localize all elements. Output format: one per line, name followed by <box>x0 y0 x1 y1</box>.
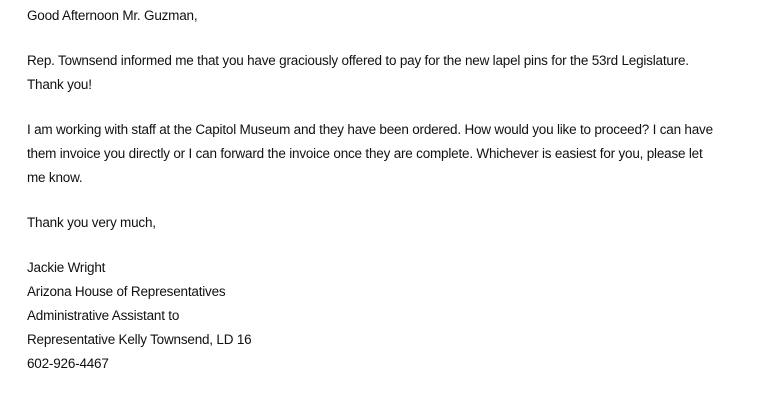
closing: Thank you very much, <box>27 215 156 230</box>
spacer <box>27 28 762 49</box>
paragraph-2-line-1: I am working with staff at the Capitol Museum and they have been ordered. How would you like to proceed? I can have <box>27 122 713 137</box>
signature-title: Administrative Assistant to <box>27 308 180 323</box>
paragraph-2-line-3: me know. <box>27 170 83 185</box>
spacer <box>27 97 762 118</box>
signature-name: Jackie Wright <box>27 260 106 275</box>
paragraph-1-line-1: Rep. Townsend informed me that you have graciously offered to pay for the new lapel pins for the 53rd Legislature. <box>27 53 689 68</box>
email-body <box>27 0 762 376</box>
signature-representative: Representative Kelly Townsend, LD 16 <box>27 332 252 347</box>
spacer <box>27 190 762 211</box>
signature-phone: 602-926-4467 <box>27 356 109 371</box>
signature-organization: Arizona House of Representatives <box>27 284 226 299</box>
greeting: Good Afternoon Mr. Guzman, <box>27 8 198 23</box>
paragraph-2-line-2: them invoice you directly or I can forward the invoice once they are complete. Whichever is easiest for you, please let <box>27 146 703 161</box>
spacer <box>27 235 762 256</box>
paragraph-1-line-2: Thank you! <box>27 77 92 92</box>
